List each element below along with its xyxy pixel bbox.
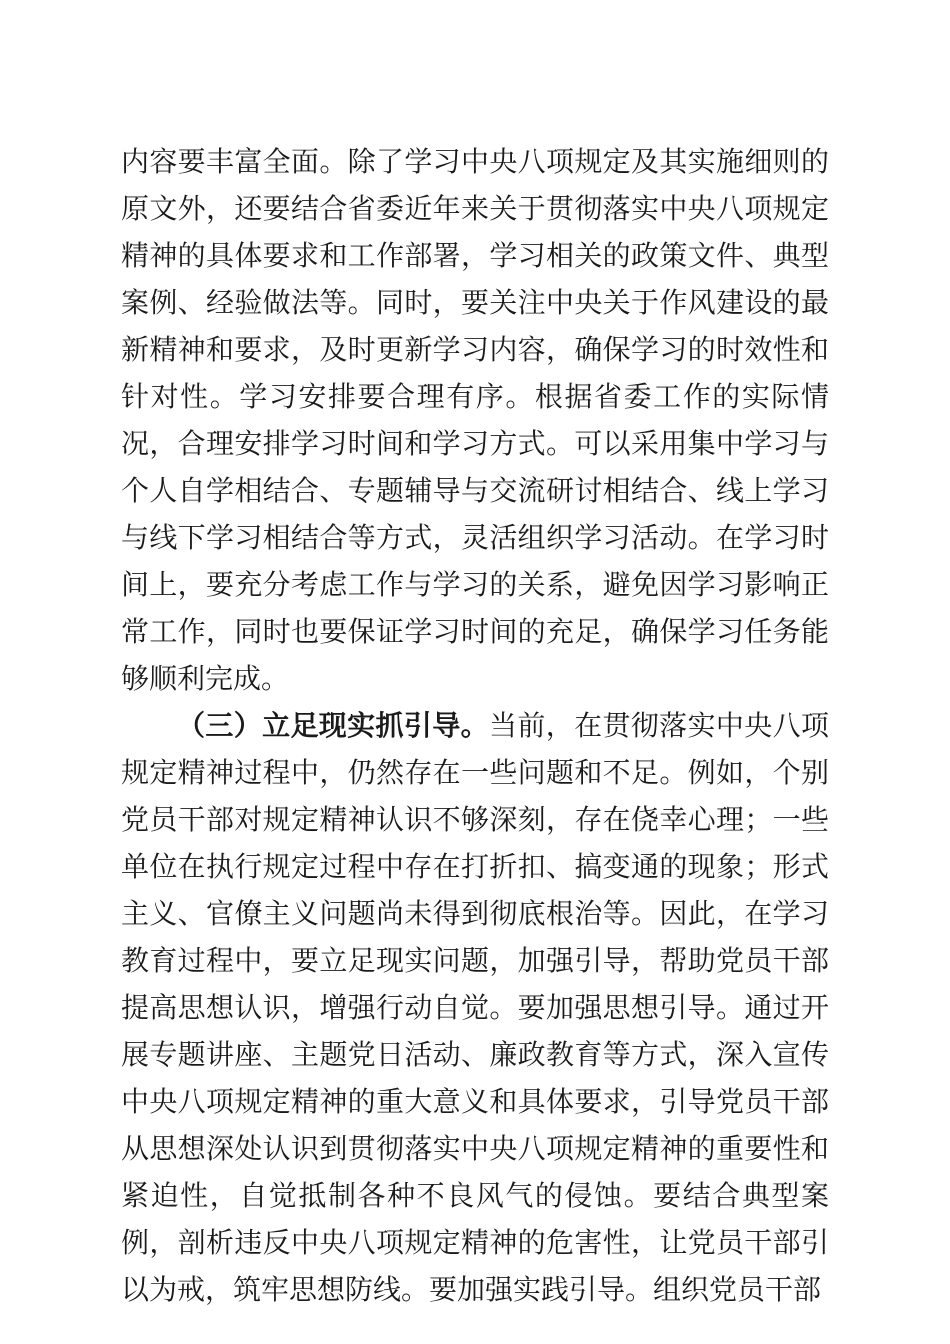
paragraph-continuation: 内容要丰富全面。除了学习中央八项规定及其实施细则的原文外，还要结合省委近年来关于贯彻落实中央八项规定精神的具体要求和工作部署，学习相关的政策文件、典型案例、经验做法等。同时，要关注中央关于作风建设的最新精神和要求，及时更新学习内容，确保学习的时效性和针对性。学习安排要合理有序。根据省委工作的实际情况，合理安排学习时间和学习方式。可以采用集中学习与个人自学相结合、专题辅导与交流研讨相结合、线上学习与线下学习相结合等方式，灵活组织学习活动。在学习时间上，要充分考虑工作与学习的关系，避免因学习影响正常工作，同时也要保证学习时间的充足，确保学习任务能够顺利完成。 (121, 145, 829, 695)
document-body (121, 138, 829, 1313)
paragraph-section-three (121, 702, 829, 1313)
section-heading: （三）立足现实抓引导。 (177, 709, 489, 742)
section-body: 当前，在贯彻落实中央八项规定精神过程中，仍然存在一些问题和不足。例如，个别党员干部对规定精神认识不够深刻，存在侥幸心理；一些单位在执行规定过程中存在打折扣、搞变通的现象；形式主义、官僚主义问题尚未得到彻底根治等。因此，在学习教育过程中，要立足现实问题，加强引导，帮助党员干部提高思想认识，增强行动自觉。要加强思想引导。通过开展专题讲座、主题党日活动、廉政教育等方式，深入宣传中央八项规定精神的重大意义和具体要求，引导党员干部从思想深处认识到贯彻落实中央八项规定精神的重要性和紧迫性，自觉抵制各种不良风气的侵蚀。要结合典型案例，剖析违反中央八项规定精神的危害性，让党员干部引以为戒，筑牢思想防线。要加强实践引导。组织党员干部 (121, 709, 829, 1306)
